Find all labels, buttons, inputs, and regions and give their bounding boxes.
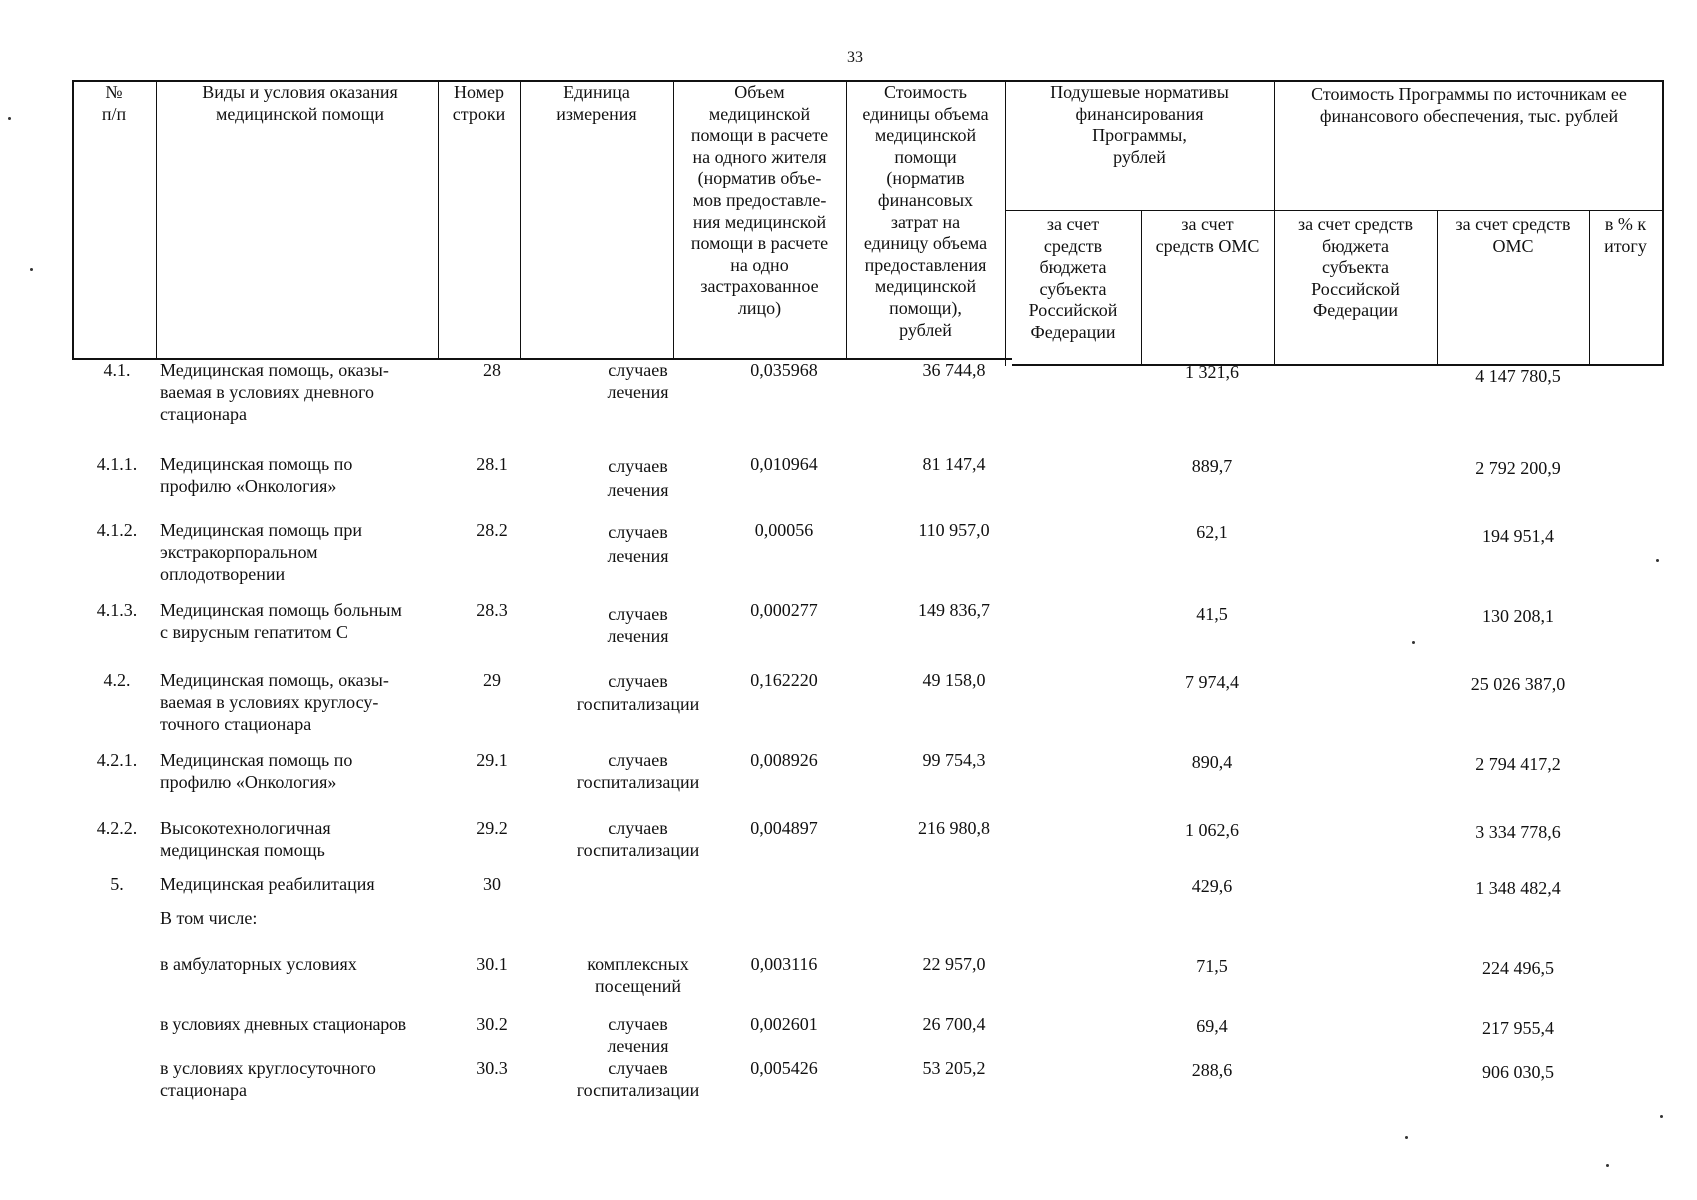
scan-speck bbox=[1412, 641, 1415, 644]
row-volume: 0,162220 bbox=[750, 670, 818, 690]
row-number: 4.2.2. bbox=[96, 818, 138, 838]
header-group-divider bbox=[1005, 210, 1664, 211]
row-unit-cost: 22 957,0 bbox=[922, 954, 986, 974]
row-name: в амбулаторных условиях bbox=[160, 954, 357, 974]
row-unit: случаев госпитализации bbox=[576, 750, 700, 792]
row-name: Медицинская помощь, оказы- ваемая в условиях дневного стационара bbox=[160, 360, 389, 424]
row-line-number: 30.2 bbox=[476, 1014, 508, 1034]
row-name: в условиях дневных стационаров bbox=[160, 1014, 406, 1034]
row-volume: 0,035968 bbox=[750, 360, 818, 380]
header-col-unit: Единица измерения bbox=[556, 82, 637, 124]
header-divider bbox=[156, 80, 157, 360]
row-program-oms: 194 951,4 bbox=[1482, 526, 1554, 546]
row-unit: случаев лечения bbox=[607, 1014, 669, 1056]
row-line-number: 30.1 bbox=[476, 954, 508, 974]
header-prog-oms: за счет средств ОМС bbox=[1455, 214, 1571, 256]
row-unit: случаев лечения bbox=[607, 360, 669, 402]
row-unit-cost: 49 158,0 bbox=[922, 670, 986, 690]
row-per-capita-oms: 69,4 bbox=[1196, 1016, 1228, 1036]
scan-speck bbox=[1660, 1115, 1663, 1118]
header-sub-oms: за счет средств ОМС bbox=[1155, 214, 1260, 256]
row-unit-cost: 26 700,4 bbox=[922, 1014, 986, 1034]
row-volume: 0,002601 bbox=[750, 1014, 818, 1034]
row-program-oms: 1 348 482,4 bbox=[1475, 878, 1561, 898]
row-per-capita-oms: 890,4 bbox=[1191, 752, 1233, 772]
row-per-capita-oms: 288,6 bbox=[1191, 1060, 1233, 1080]
row-name: В том числе: bbox=[160, 908, 258, 928]
row-unit-cost: 149 836,7 bbox=[918, 600, 990, 620]
row-unit: случаев лечения bbox=[607, 522, 669, 567]
row-program-oms: 2 794 417,2 bbox=[1475, 754, 1561, 774]
row-line-number: 28.3 bbox=[476, 600, 508, 620]
row-unit-cost: 81 147,4 bbox=[922, 454, 986, 474]
row-unit-cost: 110 957,0 bbox=[918, 520, 990, 540]
row-name: Медицинская помощь больным с вирусным гепатитом С bbox=[160, 600, 402, 642]
row-per-capita-oms: 71,5 bbox=[1196, 956, 1228, 976]
header-group-per-capita: Подушевые нормативы финансирования Программы, рублей bbox=[1050, 82, 1229, 167]
row-per-capita-oms: 1 062,6 bbox=[1185, 820, 1239, 840]
row-per-capita-oms: 1 321,6 bbox=[1185, 362, 1239, 382]
row-line-number: 29 bbox=[483, 670, 501, 690]
row-volume: 0,003116 bbox=[750, 954, 818, 974]
row-program-oms: 224 496,5 bbox=[1482, 958, 1554, 978]
row-unit-cost: 99 754,3 bbox=[922, 750, 986, 770]
row-number: 5. bbox=[110, 874, 124, 894]
row-per-capita-oms: 889,7 bbox=[1191, 456, 1233, 476]
row-per-capita-oms: 41,5 bbox=[1196, 604, 1228, 624]
row-program-oms: 906 030,5 bbox=[1482, 1062, 1554, 1082]
row-unit-cost: 36 744,8 bbox=[922, 360, 986, 380]
scan-speck bbox=[1656, 559, 1659, 562]
row-program-oms: 130 208,1 bbox=[1482, 606, 1554, 626]
row-name: Медицинская помощь при экстракорпоральном оплодотворении bbox=[160, 520, 362, 584]
header-sub-budget: за счет средств бюджета субъекта Российской Федерации bbox=[1028, 214, 1118, 342]
scan-speck bbox=[1405, 1136, 1408, 1139]
row-number: 4.1.2. bbox=[96, 520, 138, 540]
row-program-oms: 2 792 200,9 bbox=[1475, 458, 1561, 478]
row-name: Медицинская помощь, оказы- ваемая в условиях круглосу- точного стационара bbox=[160, 670, 389, 734]
row-volume: 0,008926 bbox=[750, 750, 818, 770]
row-line-number: 28.1 bbox=[476, 454, 508, 474]
header-prog-pct: в % к итогу bbox=[1604, 214, 1647, 256]
row-volume: 0,010964 bbox=[750, 454, 818, 474]
row-number: 4.1. bbox=[103, 360, 131, 380]
page-number: 33 bbox=[847, 49, 863, 66]
scan-speck bbox=[30, 268, 33, 271]
scan-speck bbox=[8, 117, 11, 120]
row-volume: 0,000277 bbox=[750, 600, 818, 620]
row-program-oms: 25 026 387,0 bbox=[1470, 674, 1566, 694]
row-name: Медицинская реабилитация bbox=[160, 874, 375, 894]
row-line-number: 29.1 bbox=[476, 750, 508, 770]
row-line-number: 29.2 bbox=[476, 818, 508, 838]
row-per-capita-oms: 429,6 bbox=[1191, 876, 1233, 896]
row-unit: случаев госпитализации bbox=[576, 1058, 700, 1100]
row-line-number: 30 bbox=[483, 874, 501, 894]
row-program-oms: 3 334 778,6 bbox=[1475, 822, 1561, 842]
header-prog-budget: за счет средств бюджета субъекта Российской Федерации bbox=[1298, 214, 1413, 321]
row-number: 4.1.1. bbox=[96, 454, 138, 474]
header-col-name: Виды и условия оказания медицинской помощи bbox=[202, 82, 398, 124]
table-header bbox=[72, 80, 1664, 366]
row-unit: комплексных посещений bbox=[587, 954, 689, 996]
row-number: 4.1.3. bbox=[96, 600, 138, 620]
row-per-capita-oms: 62,1 bbox=[1196, 522, 1228, 542]
header-col-num: № п/п bbox=[101, 82, 127, 124]
row-name: Медицинская помощь по профилю «Онкология» bbox=[160, 750, 353, 792]
row-volume: 0,005426 bbox=[750, 1058, 818, 1078]
row-line-number: 28 bbox=[483, 360, 501, 380]
header-col-volume: Объем медицинской помощи в расчете на одного жителя (норматив объе- мов предоставле- ния медицинской помощи в расчете на одно застрахованное лицо) bbox=[690, 82, 829, 318]
row-unit-cost: 53 205,2 bbox=[922, 1058, 986, 1078]
row-name: Высокотехнологичная медицинская помощь bbox=[160, 818, 331, 860]
row-per-capita-oms: 7 974,4 bbox=[1185, 672, 1239, 692]
scan-speck bbox=[1606, 1164, 1609, 1167]
row-line-number: 30.3 bbox=[476, 1058, 508, 1078]
row-line-number: 28.2 bbox=[476, 520, 508, 540]
row-number: 4.2.1. bbox=[96, 750, 138, 770]
row-program-oms: 4 147 780,5 bbox=[1475, 366, 1561, 386]
row-name: в условиях круглосуточного стационара bbox=[160, 1058, 376, 1100]
row-volume: 0,00056 bbox=[754, 520, 814, 540]
row-program-oms: 217 955,4 bbox=[1482, 1018, 1554, 1038]
row-volume: 0,004897 bbox=[750, 818, 818, 838]
row-unit: случаев лечения bbox=[607, 604, 669, 646]
header-group-program-cost: Стоимость Программы по источникам ее финансового обеспечения, тыс. рублей bbox=[1311, 84, 1627, 126]
header-col-line: Номер строки bbox=[452, 82, 506, 124]
row-unit-cost: 216 980,8 bbox=[918, 818, 990, 838]
row-unit: случаев госпитализации bbox=[576, 818, 700, 860]
row-name: Медицинская помощь по профилю «Онкология» bbox=[160, 454, 353, 496]
row-unit: случаев лечения bbox=[607, 456, 669, 501]
row-number: 4.2. bbox=[103, 670, 131, 690]
row-unit: случаев госпитализации bbox=[576, 671, 700, 715]
header-col-cost: Стоимость единицы объема медицинской помощи (норматив финансовых затрат на единицу объема предоставления медицинской помощи), рублей bbox=[862, 82, 989, 340]
